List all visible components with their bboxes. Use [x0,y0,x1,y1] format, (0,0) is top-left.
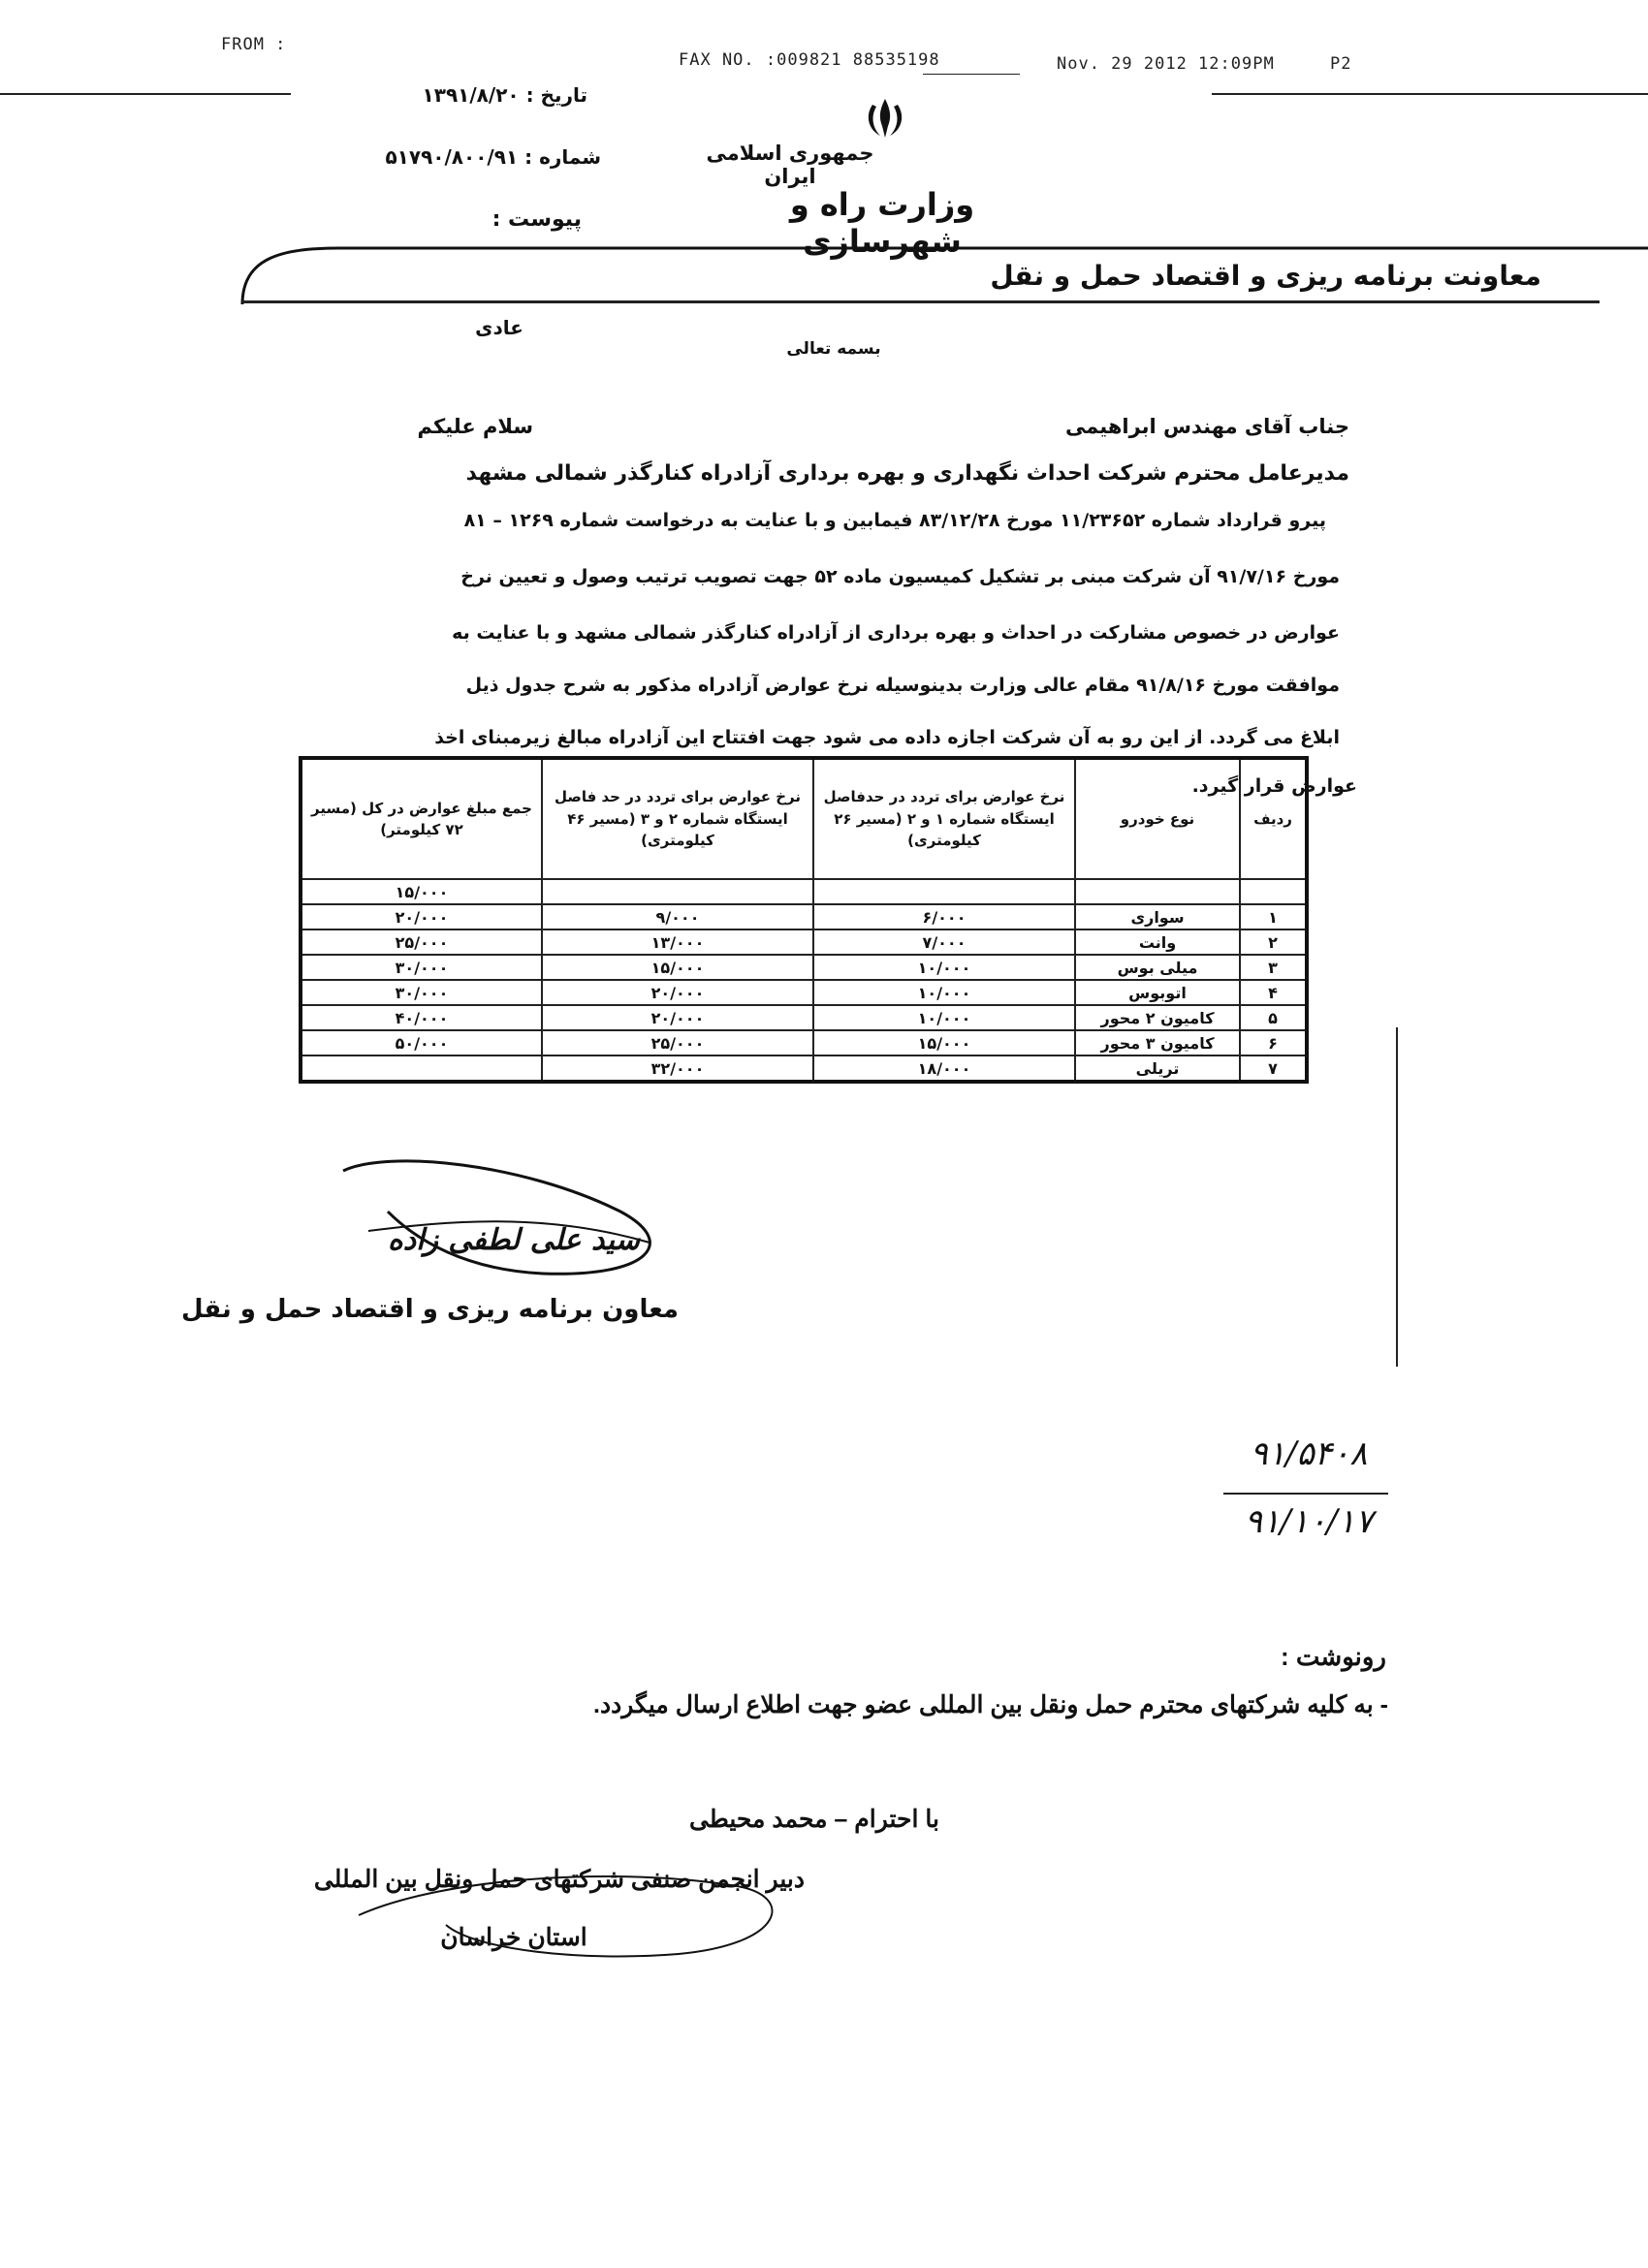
sender-title: دبیر انجمن صنفی شرکتهای حمل ونقل بین المللی [313,1866,805,1893]
letter-line-3: عوارض در خصوص مشارکت در احداث و بهره برداری از آزادراه کنارگذر شمالی مشهد و با عنایت به [452,622,1340,644]
invocation: بسمه تعالی [786,339,881,359]
table-row [301,955,1307,980]
cell-total: ۴۰/۰۰۰ [301,1005,542,1030]
cell-rate-2: ۲۰/۰۰۰ [542,1005,813,1030]
fax-datetime: Nov. 29 2012 12:09PM [1057,54,1275,74]
ministry-title: وزارت راه و شهرسازی [789,186,975,260]
number-value: ۵۱۷۹۰/۸۰۰/۹۱ [385,145,519,169]
date-label: تاریخ : [525,83,587,107]
cell-vehicle-type: سواری [1075,904,1240,929]
cell-row-number: ۱ [1240,904,1307,929]
cell-rate-2: ۱۵/۰۰۰ [542,955,813,980]
cell-rate-1: ۷/۰۰۰ [813,929,1075,955]
cell-row-number: ۶ [1240,1030,1307,1055]
cell-rate-1: ۱۸/۰۰۰ [813,1055,1075,1082]
cell-total: ۳۰/۰۰۰ [301,980,542,1005]
cell-vehicle-type: کامیون ۳ محور [1075,1030,1240,1055]
signer-name: سید علی لطفی زاده [388,1223,640,1257]
regards-line: با احترام – محمد محیطی [689,1806,939,1833]
cell-row-number: ۵ [1240,1005,1307,1030]
table-row [301,929,1307,955]
addressee: جناب آقای مهندس ابراهیمی [1064,415,1349,438]
cell-vehicle-type [1075,879,1240,904]
signature-scribble [330,1153,717,1289]
cell-rate-2: ۳۲/۰۰۰ [542,1055,813,1082]
table-row [301,980,1307,1005]
copy-edge-left [0,93,291,95]
cell-total: ۲۵/۰۰۰ [301,929,542,955]
fax-from: FROM : [221,35,287,54]
letter-line-1: پیرو قرارداد شماره ۱۱/۲۳۶۵۲ مورخ ۸۳/۱۲/۲۸ فیمابین و با عنایت به درخواست شماره ۱۲۶۹ – ۸۱ [463,510,1326,531]
handwritten-date: ۹۱/۱۰/۱۷ [1244,1502,1374,1541]
cell-rate-2 [542,879,813,904]
cc-label: رونوشت : [1281,1642,1386,1671]
addressee-title: مدیرعامل محترم شرکت احداث نگهداری و بهره برداری آزادراه کنارگذر شمالی مشهد [465,461,1349,486]
col-header-total: جمع مبلغ عوارض در کل (مسیر ۷۲ کیلومتر) [301,758,542,879]
cell-rate-2: ۹/۰۰۰ [542,904,813,929]
cell-vehicle-type: میلی بوس [1075,955,1240,980]
cell-rate-1: ۱۵/۰۰۰ [813,1030,1075,1055]
table-row [301,1030,1307,1055]
cell-total: ۱۵/۰۰۰ [301,879,542,904]
cell-row-number: ۲ [1240,929,1307,955]
classification: عادی [475,316,523,339]
fax-underline [923,74,1020,75]
province-line: استان خراسان [440,1924,587,1951]
cell-vehicle-type: وانت [1075,929,1240,955]
col-header-row-number: ردیف [1240,758,1307,879]
copy-edge-vertical [1396,1027,1398,1367]
date-line [335,83,587,107]
cell-rate-1 [813,879,1075,904]
signer-title: معاون برنامه ریزی و اقتصاد حمل و نقل [181,1295,679,1324]
footer-signature-scribble [330,1857,814,1973]
cell-vehicle-type: کامیون ۲ محور [1075,1005,1240,1030]
iran-emblem-icon [861,95,909,143]
col-header-rate-stations-1-2: نرخ عوارض برای تردد در حدفاصل ایستگاه شماره ۱ و ۲ (مسیر ۲۶ کیلومتری) [813,758,1075,879]
republic-title: جمهوری اسلامی ایران [706,142,874,188]
fax-number: FAX NO. :009821 88535198 [679,50,940,70]
cell-total [301,1055,542,1082]
table-header-row [301,758,1307,879]
tariff-table [299,756,1309,1084]
addressee-line [1065,415,1349,438]
header-underline [242,300,1600,303]
table-row [301,1005,1307,1030]
letter-line-2: مورخ ۹۱/۷/۱۶ آن شرکت مبنی بر تشکیل کمیسیون ماده ۵۲ جهت تصویب ترتیب وصول و تعیین نرخ [460,566,1340,587]
cell-row-number [1240,879,1307,904]
copy-edge-right [1212,93,1648,95]
number-line [320,145,601,169]
table-row [301,879,1307,904]
cell-rate-1: ۶/۰۰۰ [813,904,1075,929]
letter-line-4: موافقت مورخ ۹۱/۸/۱۶ مقام عالی وزارت بدینوسیله نرخ عوارض آزادراه مذکور به شرح جدول ذیل [465,675,1340,696]
cell-total: ۵۰/۰۰۰ [301,1030,542,1055]
handwritten-reference: ۹۱/۵۴۰۸ [1250,1434,1368,1473]
letter-line-5: ابلاغ می گردد. از این رو به آن شرکت اجازه داده می شود جهت افتتاح این آزادراه مبالغ زیرمبنای اخذ [434,727,1340,748]
cell-total: ۳۰/۰۰۰ [301,955,542,980]
cell-vehicle-type: تریلی [1075,1055,1240,1082]
cell-rate-1: ۱۰/۰۰۰ [813,980,1075,1005]
greeting: سلام علیکم [417,415,533,438]
handwritten-divider [1223,1493,1388,1495]
cell-row-number: ۳ [1240,955,1307,980]
cell-rate-1: ۱۰/۰۰۰ [813,1005,1075,1030]
number-label: شماره : [524,145,601,169]
cell-rate-2: ۲۵/۰۰۰ [542,1030,813,1055]
col-header-vehicle-type: نوع خودرو [1075,758,1240,879]
fax-page: P2 [1330,54,1352,74]
col-header-rate-stations-2-3: نرخ عوارض برای تردد در حد فاصل ایستگاه شماره ۲ و ۳ (مسیر ۴۶ کیلومتری) [542,758,813,879]
table-row [301,1055,1307,1082]
table-row [301,904,1307,929]
cell-rate-2: ۲۰/۰۰۰ [542,980,813,1005]
cell-vehicle-type: اتوبوس [1075,980,1240,1005]
cc-text: - به کلیه شرکتهای محترم حمل ونقل بین المللی عضو جهت اطلاع ارسال میگردد. [593,1691,1388,1718]
cell-row-number: ۷ [1240,1055,1307,1082]
cell-rate-2: ۱۳/۰۰۰ [542,929,813,955]
department-title: معاونت برنامه ریزی و اقتصاد حمل و نقل [990,260,1541,292]
date-value: ۱۳۹۱/۸/۲۰ [422,83,520,107]
cell-total: ۲۰/۰۰۰ [301,904,542,929]
cell-rate-1: ۱۰/۰۰۰ [813,955,1075,980]
cell-row-number: ۴ [1240,980,1307,1005]
letter-line-6: عوارض قرار گیرد. [1191,775,1357,797]
attachment-label: پیوست : [491,207,582,232]
